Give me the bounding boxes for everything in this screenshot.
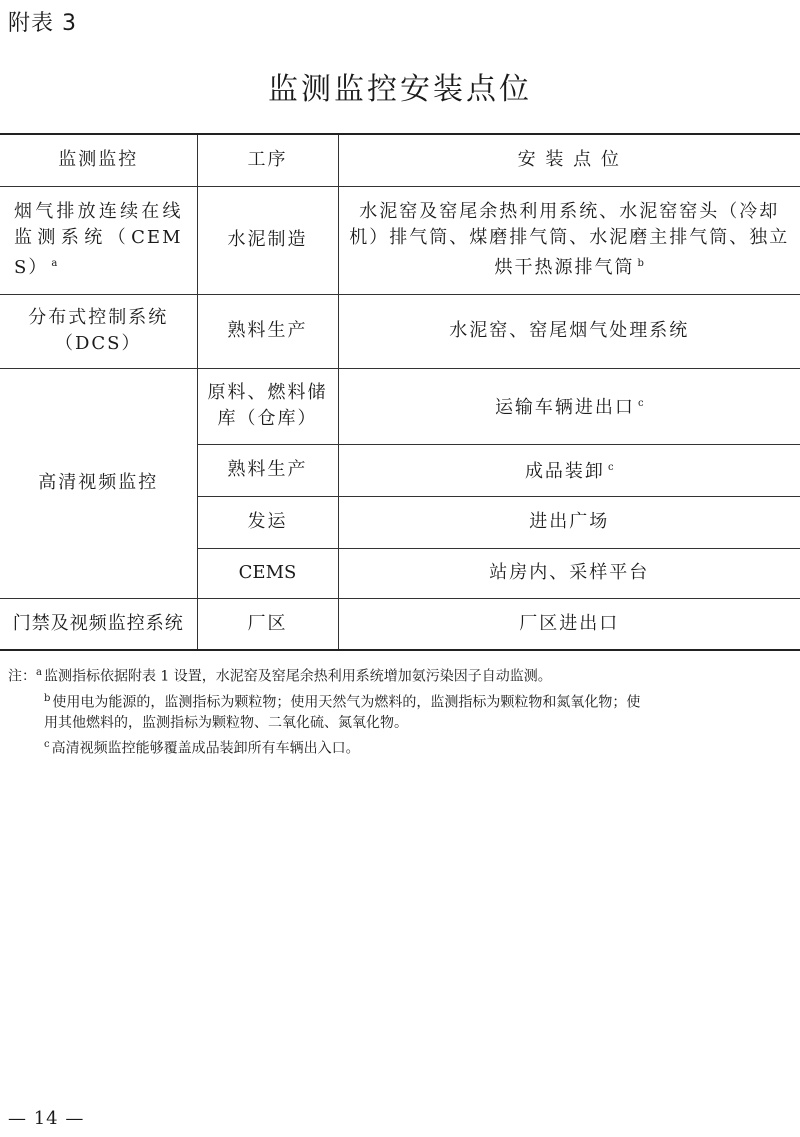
footnote-c-mark: c — [637, 398, 644, 409]
table-notes — [8, 662, 798, 760]
location-video-2-text: 成品装卸 — [524, 461, 605, 482]
cell-location-video-4: 站房内、采样平台 — [338, 548, 800, 598]
monitor-cems-text: 烟气排放连续在线监测系统（CEMS） — [14, 201, 183, 278]
cell-location-video-2 — [338, 444, 800, 496]
note-a-mark: a — [36, 667, 42, 678]
header-monitor: 监测监控 — [0, 134, 197, 186]
monitoring-table — [0, 133, 800, 651]
cell-process-video-4: CEMS — [197, 548, 338, 598]
cell-process-cems: 水泥制造 — [197, 186, 338, 294]
location-video-1-text: 运输车辆进出口 — [494, 397, 635, 418]
footnote-a-mark: a — [51, 258, 58, 269]
cell-monitor-access: 门禁及视频监控系统 — [0, 598, 197, 650]
header-location: 安 装 点 位 — [338, 134, 800, 186]
note-b-continued — [8, 713, 798, 734]
location-cems-text: 水泥窑及窑尾余热利用系统、水泥窑窑头（冷却机）排气筒、煤磨排气筒、水泥磨主排气筒、独立烘干热源排气筒 — [349, 201, 790, 278]
document-title: 监测监控安装点位 — [268, 72, 532, 107]
note-a — [8, 662, 798, 688]
page-number: — 14 — — [8, 1108, 85, 1129]
cell-location-video-1 — [338, 368, 800, 444]
note-b-text-2: 用其他燃料的，监测指标为颗粒物、二氧化硫、氮氧化物。 — [44, 715, 408, 732]
header-process: 工序 — [197, 134, 338, 186]
note-c-text: 高清视频监控能够覆盖成品装卸所有车辆出入口。 — [51, 740, 360, 757]
table-row-cems — [0, 186, 800, 294]
note-b-mark: b — [44, 692, 51, 704]
footnote-b-mark: b — [637, 258, 644, 269]
footnote-c-mark: c — [607, 462, 614, 473]
cell-location-cems — [338, 186, 800, 294]
cell-location-access: 厂区进出口 — [338, 598, 800, 650]
table-header-row — [0, 134, 800, 186]
table-row-access — [0, 598, 800, 650]
cell-process-video-1: 原料、燃料储库（仓库） — [197, 368, 338, 444]
cell-monitor-video: 高清视频监控 — [0, 368, 197, 598]
cell-monitor-dcs: 分布式控制系统（DCS） — [0, 294, 197, 368]
cell-process-dcs: 熟料生产 — [197, 294, 338, 368]
cell-process-video-2: 熟料生产 — [197, 444, 338, 496]
cell-monitor-cems — [0, 186, 197, 294]
note-c-mark: c — [44, 739, 50, 751]
note-a-text: 监测指标依据附表 1 设置，水泥窑及窑尾余热利用系统增加氨污染因子自动监测。 — [43, 668, 552, 685]
cell-location-dcs: 水泥窑、窑尾烟气处理系统 — [338, 294, 800, 368]
table-row-video-1 — [0, 368, 800, 444]
note-b-text-1: 使用电为能源的，监测指标为颗粒物；使用天然气为燃料的，监测指标为颗粒物和氮氧化物；使 — [52, 694, 641, 711]
cell-process-access: 厂区 — [197, 598, 338, 650]
attachment-label: 附表 3 — [8, 11, 77, 36]
notes-prefix: 注： — [8, 668, 36, 685]
note-c — [8, 734, 798, 760]
cell-process-video-3: 发运 — [197, 496, 338, 548]
note-b — [8, 688, 798, 714]
cell-location-video-3: 进出广场 — [338, 496, 800, 548]
table-row-dcs — [0, 294, 800, 368]
